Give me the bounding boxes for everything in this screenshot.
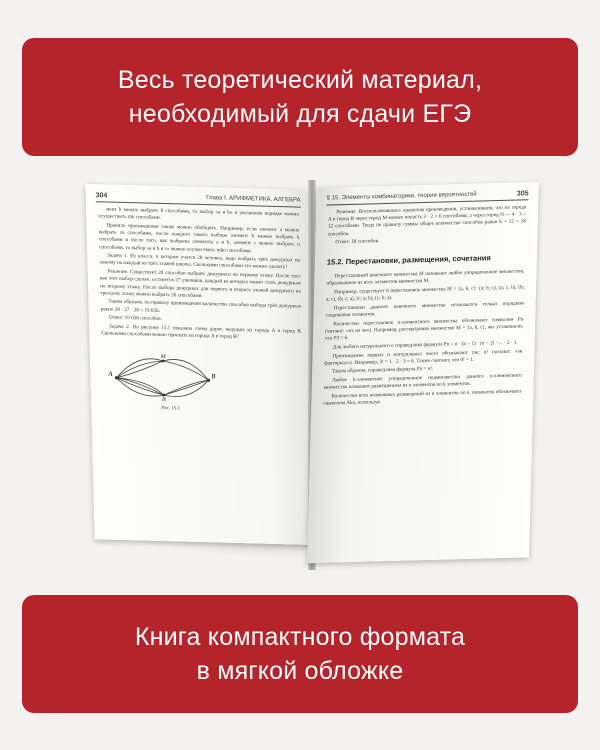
paragraph: Произведение первых n натуральных чисел обозначают так: n! (читают: «эн факториал»). Например, 3! = 1 · 2 · 3 = 6. Также считают, что 0! = 1. [324,348,523,367]
right-page-number: 305 [516,190,529,198]
paragraph: Таким образом, справедлива формула Pn = n!. [331,366,434,375]
paragraph: Перестановкой конечного множества M называют любое упорядоченное множество, образованное из всех элементов множества M. [326,268,525,287]
top-banner-line-2: необходимый для сдачи ЕГЭ [128,100,472,128]
paragraph: Задача 2. На рисунке 15.1 показана схема дорог, ведущих из города A в город B. Сколькими способами можно проехать из города A в город B? [101,323,303,341]
paragraph: Для любого натурального n справедлива формула Pn = n · (n − 1) · (n − 2) · ... · 2 · 1. [332,339,518,351]
node-b-label: B [211,373,216,381]
right-page-text [315,200,538,253]
node-n-label: N [161,396,167,403]
figure-caption: Рис. 15.1 [161,405,181,412]
paragraph: Правило произведения также можно обобщить. Например, если элемент a можно выбрать m способами, после каждого такого выбора элемент b можно выбрать k способами и после того, как выбраны элементы a и b, элемент c можно выбрать n способами, то выбор «а и b и c» можно осуществить mkn способами. [98,222,300,254]
left-page-text [86,202,315,349]
paragraph: Ответ: 18 способов. [335,238,380,246]
right-page-text-2 [311,264,537,414]
paragraph: мент b можно выбрать 8 способами, то выбор «а и b» в указанном порядке можно осуществить mk способами. [98,206,300,222]
paragraph: Перестановки данного конечного множества отличаются только порядком следования элементов. [325,300,524,319]
paragraph: Решение. Существует 28 способов выбрать дежурного по первому этажу. После того как этот выбор сделан, останется 27 учеников, каждый из которых может стать дежурным по второму этажу. После выбора дежурных для первого и второго этажей дежурного по третьему этажу можно выбрать 26 способами. [99,268,302,299]
node-a-label: A [108,370,113,378]
paragraph: Ответ: 19 656 способов. [108,314,162,323]
paragraph: Например, существует 6 перестановок множества M = {a, b, c}: (a; b; c), (a; c; b), (b; a; c), (b; c; a), (c; a; b), (c; b; a). [325,284,525,303]
open-book-photo [80,160,540,580]
node-m-label: M [160,353,167,361]
bottom-banner [22,595,578,713]
left-page [85,184,319,545]
bottom-banner-line-1: Книга компактного формата [134,623,466,651]
right-page-section: § 15. Элементы комбинаторики, теории вероятностей [326,191,477,202]
paragraph: Задача 1. Из класса, в котором учатся 28 человек, надо выбрать трёх дежурных по одному на каждый из трёх этажей школы. Сколькими способами это можно сделать? [99,252,301,271]
bottom-banner-line-2: в мягкой обложке [196,657,404,685]
right-page [307,182,539,563]
top-banner-line-1: Весь теоретический материал, [117,66,483,94]
top-banner [22,38,578,156]
section-title: 15.2. Перестановки, размещения, сочетания [326,253,491,267]
left-page-chapter: Глава I. АРИФМЕТИКА. АЛГЕБРА [206,195,301,204]
paragraph: Любое k-элементное упорядоченное подмножество данного n-элементного множества называют размещением из n элементов по k элементов. [323,372,522,392]
paragraph: Решение. Воспользовавшись правилом произведения, устанавливаем, что из города A в город B через город M можно попасть 3 · 2 = 6 способами, а через город N — 4 · 3 = 12 способами. Тогда по правилу суммы общее количество способов равно 6 + 12 = 18 способов. [327,204,527,238]
road-scheme-figure [108,350,219,403]
left-page-number: 304 [95,192,108,200]
paragraph: Таким образом, по правилу произведения количество способов выбора трёх дежурных равно 28 · 27 · 26 = 19 656. [100,298,302,314]
paragraph: Количество всех возможных размещений из n элементов по k элементов обозначают символом Akn, используя [323,388,522,407]
paragraph: Количество перестановок n-элементного множества обозначают символом Pn (читают: «пэ из эн»). Например, рассматривая множество M = {a, b, c}, мы установили, что P3 = 6. [324,316,524,342]
